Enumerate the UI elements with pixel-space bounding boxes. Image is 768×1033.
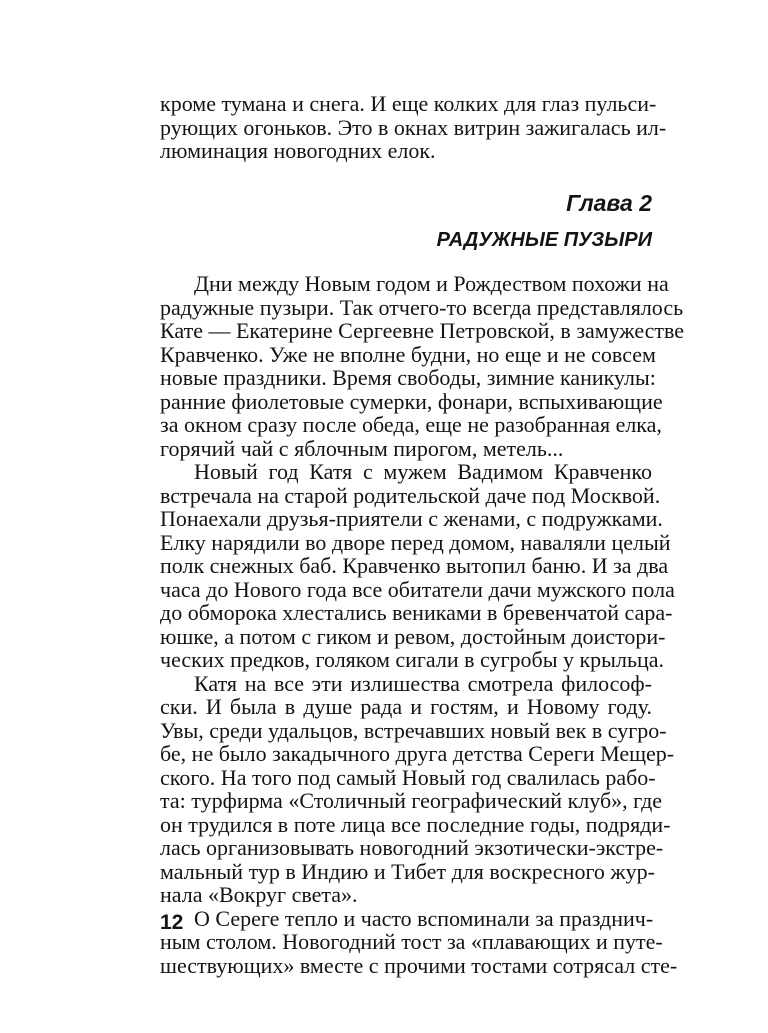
text-line: Катя на все эти излишества смотрела философ- bbox=[194, 670, 652, 696]
text-line: радужные пузыри. Так отчего-то всегда представлялось bbox=[160, 294, 684, 320]
chapter-number: Глава 2 bbox=[566, 190, 652, 216]
text-line: за окном сразу после обеда, еще не разобранная елка, bbox=[160, 412, 662, 437]
text-line: Увы, среди удальцов, встречавших новый век в сугро- bbox=[160, 717, 667, 743]
text-line: Новый год Катя с мужем Вадимом Кравченко bbox=[194, 459, 652, 484]
text-line: бе, не было закадычного друга детства Сереги Мещер- bbox=[160, 741, 675, 766]
text-line: ранние фиолетовые сумерки, фонари, вспыхивающие bbox=[160, 388, 663, 414]
text-line: Елку нарядили во дворе перед домом, наваляли целый bbox=[160, 529, 671, 555]
text-line: Кате — Екатерине Сергеевне Петровской, в замужестве bbox=[160, 318, 685, 343]
text-line: кроме тумана и снега. И еще колких для глаз пульси- bbox=[160, 91, 657, 116]
text-line: та: турфирма «Столичный географический клуб», где bbox=[160, 788, 663, 813]
text-line: ческих предков, голяком сигали в сугробы у крыльца. bbox=[160, 647, 665, 672]
text-line: Понаехали друзья-приятели с женами, с подружками. bbox=[160, 506, 663, 531]
text-line: ского. На того под самый Новый год свалилась рабо- bbox=[160, 764, 656, 790]
text-line: он трудился в поте лица все последние годы, подряди- bbox=[160, 811, 671, 837]
text-line: ным столом. Новогодний тост за «плавающих и путе- bbox=[160, 929, 663, 954]
text-line: рующих огоньков. Это в окнах витрин зажигалась ил- bbox=[160, 114, 667, 140]
text-line: О Сереге тепло и часто вспоминали за празднич- bbox=[194, 905, 654, 931]
text-line: полк снежных баб. Кравченко вытопил баню. И за два bbox=[160, 553, 669, 578]
text-line: горячий чай с яблочным пирогом, метель... bbox=[160, 435, 564, 461]
text-line: до обморока хлестались вениками в бревенчатой сара- bbox=[160, 600, 673, 625]
text-line: лась организовывать новогодний экзотически-экстре- bbox=[160, 835, 664, 860]
text-line: юшке, а потом с гиком и ревом, достойным доистори- bbox=[160, 623, 666, 649]
chapter-title: РАДУЖНЫЕ ПУЗЫРИ bbox=[436, 229, 652, 251]
text-line: шествующих» вместе с прочими тостами сотрясал сте- bbox=[160, 952, 678, 978]
text-line: Дни между Новым годом и Рождеством похожи на bbox=[194, 271, 669, 296]
text-line: встречала на старой родительской даче под Москвой. bbox=[160, 482, 661, 508]
text-line: люминация новогодних елок. bbox=[160, 138, 436, 163]
text-line: Кравченко. Уже не вполне будни, но еще и не совсем bbox=[160, 341, 656, 367]
text-line: мальный тур в Индию и Тибет для воскресного жур- bbox=[160, 858, 655, 884]
page-number: 12 bbox=[160, 911, 184, 934]
intro-paragraph bbox=[160, 91, 667, 163]
text-line: нала «Вокруг света». bbox=[160, 882, 358, 907]
text-line: ски. И была в душе рада и гостям, и Новому году. bbox=[160, 694, 652, 719]
text-line: часа до Нового года все обитатели дачи мужского пола bbox=[160, 576, 675, 602]
text-line: новые праздники. Время свободы, зимние каникулы: bbox=[160, 365, 656, 390]
chapter-body bbox=[160, 271, 685, 978]
